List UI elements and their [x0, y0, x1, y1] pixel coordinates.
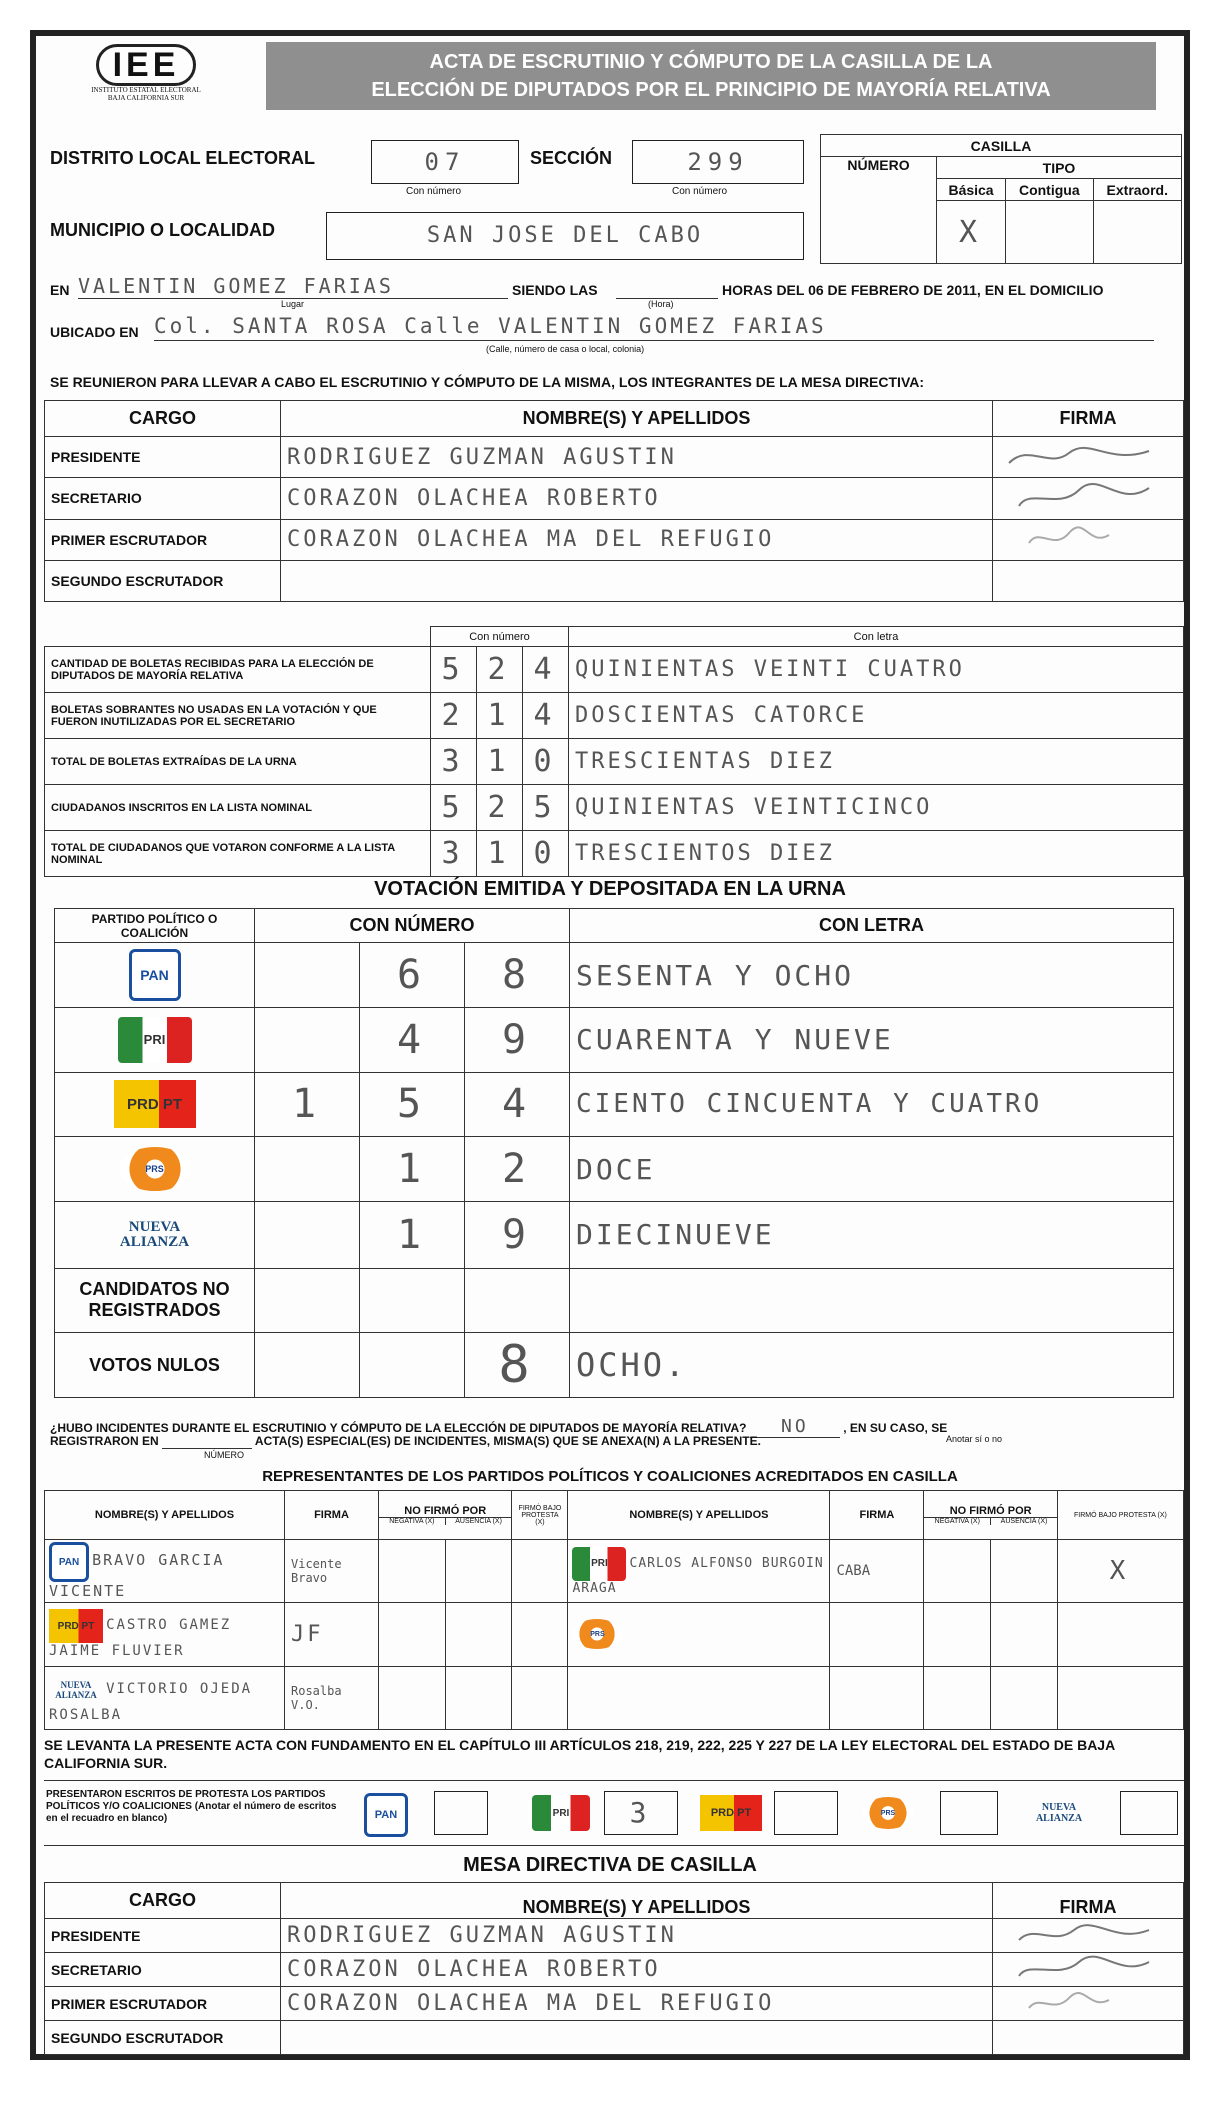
mesa-directiva-table — [44, 400, 1184, 602]
votacion-letra-header: CON LETRA — [570, 909, 1174, 943]
acta-sheet — [30, 30, 1190, 2060]
rep-right-firma-1[interactable]: CABA — [830, 1540, 924, 1603]
prs-bird-logo-icon: PRS — [119, 1147, 191, 1191]
rep-left-nombre-3[interactable]: VICTORIO OJEDA ROSALBA — [49, 1680, 253, 1723]
domicilio-hint: (Calle, número de casa o local, colonia) — [486, 344, 645, 354]
boletas-label-recibidas: CANTIDAD DE BOLETAS RECIBIDAS PARA LA ELECCIÓN DE DIPUTADOS DE MAYORÍA RELATIVA — [45, 647, 431, 693]
rep-left-negativa-2[interactable] — [379, 1603, 446, 1666]
rep-right-firma-header: FIRMA — [830, 1491, 924, 1540]
rep-left-ausencia-1[interactable] — [445, 1540, 512, 1603]
escritos-pri-field[interactable]: 3 — [604, 1791, 678, 1835]
escritos-pan-field[interactable] — [434, 1791, 488, 1835]
escritos-label: PRESENTARON ESCRITOS DE PROTESTA LOS PARTIDOS POLÍTICOS Y/O COALICIONES (Anotar el número de escritos en el recuadro en blanco) — [46, 1789, 337, 1824]
votacion-d1-pri[interactable] — [255, 1008, 360, 1073]
municipio-field[interactable]: SAN JOSE DEL CABO — [326, 212, 804, 260]
casilla-basica-label: Básica — [937, 179, 1006, 201]
votacion-partido-header: PARTIDO POLÍTICO O COALICIÓN — [55, 909, 255, 943]
rep-right-ausencia-label: AUSENCIA (X) — [1000, 1518, 1048, 1525]
casilla-numero-label: NÚMERO — [821, 157, 937, 264]
votacion-d2-prd-pt[interactable]: 5 — [360, 1072, 465, 1137]
ubicado-label: UBICADO EN — [50, 324, 139, 340]
incidentes-line-2 — [50, 1434, 761, 1449]
mesa1-firma-presidente[interactable] — [993, 437, 1184, 478]
rep-right-row-1[interactable] — [568, 1540, 830, 1603]
incidentes-numero-hint: NÚMERO — [204, 1450, 244, 1460]
mesa2-cargo-header: CARGO — [45, 1883, 281, 1919]
mesa2-firma-segundo-escrutador[interactable] — [993, 2021, 1184, 2055]
rep-left-nofirmo-label: NO FIRMÓ POR — [379, 1505, 511, 1518]
casilla-label: CASILLA — [821, 135, 1182, 157]
en-label: EN — [50, 282, 70, 298]
mesa2-nombre-presidente[interactable]: RODRIGUEZ GUZMAN AGUSTIN — [281, 1919, 993, 1953]
rep-left-nofirmo-header — [379, 1491, 512, 1540]
rep-right-firma-3[interactable] — [830, 1666, 924, 1729]
fundamento-text: SE LEVANTA LA PRESENTE ACTA CON FUNDAMENTO EN EL CAPÍTULO III ARTÍCULOS 218, 219, 222, 225 Y 227 DE LA LEY ELECTORAL DEL ESTADO DE BAJA CALIFORNIA SUR. — [44, 1737, 1115, 1771]
iee-logo-sub2: BAJA CALIFORNIA SUR — [107, 94, 185, 102]
votacion-d1-nueva-alianza[interactable] — [255, 1201, 360, 1268]
escritos-nueva-alianza-logo-icon: NUEVA ALIANZA — [1035, 1802, 1083, 1824]
mesa1-firma-header: FIRMA — [993, 401, 1184, 437]
mesa2-nombre-secretario[interactable]: CORAZON OLACHEA ROBERTO — [281, 1953, 993, 1987]
incidentes-answer[interactable]: NO — [750, 1416, 840, 1438]
boletas-d1-inscritos[interactable]: 5 — [431, 785, 477, 831]
boletas-label-sobrantes: BOLETAS SOBRANTES NO USADAS EN LA VOTACIÓN Y QUE FUERON INUTILIZADAS POR EL SECRETARIO — [45, 693, 431, 739]
votacion-letra-prd-pt[interactable]: CIENTO CINCUENTA Y CUATRO — [570, 1072, 1174, 1137]
votacion-letra-pan[interactable]: SESENTA Y OCHO — [570, 943, 1174, 1008]
escritos-prd-pt-logo-icon: PRD PT — [700, 1795, 762, 1831]
votacion-d1-nulos[interactable] — [255, 1333, 360, 1398]
rep-left-firma-header: FIRMA — [285, 1491, 379, 1540]
rep-right-negativa-1[interactable] — [924, 1540, 991, 1603]
rep-right-ausencia-2[interactable] — [991, 1603, 1058, 1666]
votacion-d2-prs[interactable]: 1 — [360, 1137, 465, 1202]
mesa1-firma-primer-escrutador[interactable] — [993, 519, 1184, 560]
mesa2-cargo-segundo-escrutador: SEGUNDO ESCRUTADOR — [45, 2021, 281, 2055]
votacion-logo-pri — [55, 1008, 255, 1073]
lugar-hint: Lugar — [281, 299, 305, 309]
incidentes-actas: ACTA(S) ESPECIAL(ES) DE INCIDENTES, MISMA(S) QUE SE ANEXA(N) A LA PRESENTE. — [254, 1434, 761, 1448]
boletas-d3-recibidas[interactable]: 4 — [523, 647, 569, 693]
rep-left-firma-1[interactable]: Vicente Bravo — [285, 1540, 379, 1603]
escritos-pan-logo-icon: PAN — [364, 1793, 408, 1837]
boletas-d1-votaron[interactable]: 3 — [431, 831, 477, 877]
rep-right-negativa-2[interactable] — [924, 1603, 991, 1666]
nueva-alianza-logo-icon: NUEVA ALIANZA — [55, 1679, 97, 1700]
distrito-hint: Con número — [406, 186, 462, 197]
casilla-contigua-label: Contigua — [1006, 179, 1093, 201]
votacion-logo-nueva-alianza — [55, 1201, 255, 1268]
escritos-prs-logo-icon: PRS — [862, 1797, 914, 1829]
mesa1-nombre-segundo-escrutador[interactable] — [281, 560, 993, 601]
boletas-letra-votaron[interactable]: TRESCIENTOS DIEZ — [569, 831, 1184, 877]
casilla-tipo-label: TIPO — [937, 157, 1182, 179]
boletas-label-extraidas: TOTAL DE BOLETAS EXTRAÍDAS DE LA URNA — [45, 739, 431, 785]
rep-left-negativa-3[interactable] — [379, 1666, 446, 1729]
rep-right-protesta-2[interactable] — [1057, 1603, 1183, 1666]
boletas-d1-recibidas[interactable]: 5 — [431, 647, 477, 693]
boletas-d2-votaron[interactable]: 1 — [477, 831, 523, 877]
boletas-empty-header — [45, 627, 431, 647]
casilla-extraord-label: Extraord. — [1093, 179, 1181, 201]
iee-logo-mark: IEE — [96, 44, 197, 86]
votacion-d3-prd-pt[interactable]: 4 — [465, 1072, 570, 1137]
distrito-label: DISTRITO LOCAL ELECTORAL — [50, 148, 316, 168]
rep-left-nombres-header: NOMBRE(S) Y APELLIDOS — [45, 1491, 285, 1540]
incidentes-question: ¿HUBO INCIDENTES DURANTE EL ESCRUTINIO Y CÓMPUTO DE LA ELECCIÓN DE DIPUTADOS DE MAYORÍA RELATIVA? — [50, 1421, 747, 1435]
rep-right-nombre-1[interactable]: CARLOS ALFONSO BURGOIN ARAGA — [572, 1555, 824, 1596]
mesa1-firma-secretario[interactable] — [993, 478, 1184, 519]
votacion-d2-pri[interactable]: 4 — [360, 1008, 465, 1073]
signature-icon — [999, 480, 1159, 514]
rep-right-protesta-3[interactable] — [1057, 1666, 1183, 1729]
mesa2-nombres-header: NOMBRE(S) Y APELLIDOS — [281, 1883, 993, 1919]
boletas-d3-inscritos[interactable]: 5 — [523, 785, 569, 831]
municipio-label: MUNICIPIO O LOCALIDAD — [50, 220, 275, 240]
seccion-field[interactable]: 299 — [632, 140, 804, 184]
mesa2-title: MESA DIRECTIVA DE CASILLA — [463, 1854, 757, 1876]
iee-logo — [76, 44, 216, 106]
votacion-letra-nulos[interactable]: OCHO. — [570, 1333, 1174, 1398]
incidentes-numero-field[interactable] — [162, 1434, 252, 1449]
escritos-pri-logo-icon: PRI — [532, 1795, 590, 1831]
rep-left-nombre-2[interactable]: CASTRO GAMEZ JAIME FLUVIER — [49, 1617, 232, 1660]
signature-icon — [999, 1988, 1159, 2016]
siendo-las-label: SIENDO LAS — [512, 282, 598, 298]
rep-left-row-3[interactable] — [45, 1666, 285, 1729]
horas-text: HORAS DEL 06 DE FEBRERO DE 2011, EN EL DOMICILIO — [722, 282, 1104, 298]
votacion-d3-nulos[interactable]: 8 — [465, 1333, 570, 1398]
rep-left-nombre-1[interactable]: BRAVO GARCIA VICENTE — [49, 1551, 225, 1601]
casilla-basica-mark[interactable]: X — [937, 201, 1006, 264]
mesa1-cargo-header: CARGO — [45, 401, 281, 437]
escritos-row — [44, 1780, 1184, 1846]
signature-icon — [999, 1920, 1159, 1948]
seccion-label: SECCIÓN — [530, 148, 613, 168]
incidentes-registraron: REGISTRARON EN — [50, 1434, 159, 1448]
mesa1-nombres-header: NOMBRE(S) Y APELLIDOS — [281, 401, 993, 437]
mesa2-cargo-presidente: PRESIDENTE — [45, 1919, 281, 1953]
lugar-field[interactable]: VALENTIN GOMEZ FARIAS — [78, 274, 508, 299]
rep-left-ausencia-label: AUSENCIA (X) — [455, 1518, 502, 1525]
rep-right-ausencia-3[interactable] — [991, 1666, 1058, 1729]
votacion-d3-pan[interactable]: 8 — [465, 943, 570, 1008]
rep-left-firma-2[interactable]: JF — [285, 1603, 379, 1666]
boletas-d1-extraidas[interactable]: 3 — [431, 739, 477, 785]
rep-right-protesta-1[interactable]: X — [1057, 1540, 1183, 1603]
rep-left-negativa-label: NEGATIVA (X) — [379, 1518, 446, 1525]
pan-logo-icon: PAN — [129, 949, 181, 1001]
boletas-letra-inscritos[interactable]: QUINIENTAS VEINTICINCO — [569, 785, 1184, 831]
rep-right-nombres-header: NOMBRE(S) Y APELLIDOS — [568, 1491, 830, 1540]
mesa1-cargo-secretario: SECRETARIO — [45, 478, 281, 519]
boletas-letra-recibidas[interactable]: QUINIENTAS VEINTI CUATRO — [569, 647, 1184, 693]
rep-left-ausencia-2[interactable] — [445, 1603, 512, 1666]
boletas-d2-recibidas[interactable]: 2 — [477, 647, 523, 693]
boletas-numero-header: Con número — [431, 627, 569, 647]
mesa1-cargo-segundo-escrutador: SEGUNDO ESCRUTADOR — [45, 560, 281, 601]
mesa2-firma-secretario[interactable] — [993, 1953, 1184, 1987]
boletas-label-inscritos: CIUDADANOS INSCRITOS EN LA LISTA NOMINAL — [45, 785, 431, 831]
mesa2-firma-primer-escrutador[interactable] — [993, 1987, 1184, 2021]
mesa1-nombre-presidente[interactable]: RODRIGUEZ GUZMAN AGUSTIN — [281, 437, 993, 478]
rep-right-protesta-header: FIRMÓ BAJO PROTESTA (X) — [1057, 1491, 1183, 1540]
signature-icon — [999, 439, 1159, 473]
escritos-prd-pt-field[interactable] — [774, 1791, 838, 1835]
seccion-hint: Con número — [672, 186, 728, 197]
mesa2-firma-presidente[interactable] — [993, 1919, 1184, 1953]
reunieron-text: SE REUNIERON PARA LLEVAR A CABO EL ESCRUTINIO Y CÓMPUTO DE LA MISMA, LOS INTEGRANTES DE LA MESA DIRECTIVA: — [50, 374, 925, 390]
rep-right-row-2[interactable] — [568, 1603, 830, 1666]
casilla-extraord-mark[interactable] — [1093, 201, 1181, 264]
title-line-2: ELECCIÓN DE DIPUTADOS POR EL PRINCIPIO DE MAYORÍA RELATIVA — [371, 79, 1051, 101]
votacion-d3-pri[interactable]: 9 — [465, 1008, 570, 1073]
casilla-contigua-mark[interactable] — [1006, 201, 1093, 264]
incidentes-line-1-end: , EN SU CASO, SE — [843, 1421, 948, 1435]
votacion-letra-prs[interactable]: DOCE — [570, 1137, 1174, 1202]
distrito-field[interactable]: 07 — [371, 140, 519, 184]
votacion-letra-nueva-alianza[interactable]: DIECINUEVE — [570, 1201, 1174, 1268]
prd-pt-logo-icon: PRD PT — [114, 1080, 196, 1128]
mesa2-nombre-primer-escrutador[interactable]: CORAZON OLACHEA MA DEL REFUGIO — [281, 1987, 993, 2021]
mesa2-cargo-secretario: SECRETARIO — [45, 1953, 281, 1987]
votacion-d1-pan[interactable] — [255, 943, 360, 1008]
rep-left-firma-3[interactable]: Rosalba V.O. — [285, 1666, 379, 1729]
boletas-label-votaron: TOTAL DE CIUDADANOS QUE VOTARON CONFORME A LA LISTA NOMINAL — [45, 831, 431, 877]
boletas-d3-extraidas[interactable]: 0 — [523, 739, 569, 785]
rep-left-protesta-2[interactable] — [512, 1603, 568, 1666]
title-line-1: ACTA DE ESCRUTINIO Y CÓMPUTO DE LA CASILLA DE LA — [429, 51, 993, 73]
rep-right-ausencia-1[interactable] — [991, 1540, 1058, 1603]
votacion-d2-no-registrados[interactable] — [360, 1268, 465, 1333]
iee-logo-sub1: INSTITUTO ESTATAL ELECTORAL — [91, 86, 201, 94]
votacion-d2-pan[interactable]: 6 — [360, 943, 465, 1008]
rep-right-negativa-3[interactable] — [924, 1666, 991, 1729]
votacion-d1-prs[interactable] — [255, 1137, 360, 1202]
mesa1-nombre-secretario[interactable]: CORAZON OLACHEA ROBERTO — [281, 478, 993, 519]
rep-left-row-1[interactable] — [45, 1540, 285, 1603]
mesa2-firma-header: FIRMA — [993, 1883, 1184, 1919]
rep-left-protesta-1[interactable] — [512, 1540, 568, 1603]
prd-pt-logo-icon: PRD PT — [49, 1609, 103, 1643]
votacion-table — [54, 908, 1174, 1398]
rep-left-protesta-3[interactable] — [512, 1666, 568, 1729]
hora-hint: (Hora) — [648, 299, 674, 309]
incidentes-answer-hint: Anotar sí o no — [946, 1434, 1003, 1444]
mesa-directiva-casilla-table — [44, 1882, 1184, 2055]
boletas-table — [44, 626, 1184, 877]
boletas-d2-sobrantes[interactable]: 1 — [477, 693, 523, 739]
domicilio-field[interactable]: Col. SANTA ROSA Calle VALENTIN GOMEZ FARIAS — [154, 312, 1154, 341]
rep-right-negativa-label: NEGATIVA (X) — [924, 1518, 991, 1525]
pri-logo-icon: PRI — [118, 1017, 192, 1063]
nueva-alianza-logo-icon: NUEVA ALIANZA — [119, 1218, 190, 1250]
casilla-table — [820, 134, 1182, 264]
votacion-d3-nueva-alianza[interactable]: 9 — [465, 1201, 570, 1268]
signature-icon — [999, 521, 1159, 555]
votacion-letra-pri[interactable]: CUARENTA Y NUEVE — [570, 1008, 1174, 1073]
rep-right-row-3[interactable] — [568, 1666, 830, 1729]
votacion-d3-no-registrados[interactable] — [465, 1268, 570, 1333]
title-banner — [266, 42, 1156, 110]
votacion-logo-pan — [55, 943, 255, 1008]
boletas-d3-votaron[interactable]: 0 — [523, 831, 569, 877]
signature-icon — [999, 1954, 1159, 1982]
rep-left-protesta-header: FIRMÓ BAJO PROTESTA (X) — [512, 1491, 568, 1540]
rep-left-negativa-1[interactable] — [379, 1540, 446, 1603]
boletas-letra-sobrantes[interactable]: DOSCIENTAS CATORCE — [569, 693, 1184, 739]
boletas-d2-extraidas[interactable]: 1 — [477, 739, 523, 785]
rep-right-firma-2[interactable] — [830, 1603, 924, 1666]
boletas-d1-sobrantes[interactable]: 2 — [431, 693, 477, 739]
escritos-prs-field[interactable] — [940, 1791, 998, 1835]
boletas-letra-extraidas[interactable]: TRESCIENTAS DIEZ — [569, 739, 1184, 785]
rep-left-ausencia-3[interactable] — [445, 1666, 512, 1729]
pri-logo-icon: PRI — [572, 1547, 626, 1581]
pan-logo-icon: PAN — [49, 1542, 89, 1582]
mesa1-cargo-primer-escrutador: PRIMER ESCRUTADOR — [45, 519, 281, 560]
votacion-d2-nulos[interactable] — [360, 1333, 465, 1398]
votacion-d3-prs[interactable]: 2 — [465, 1137, 570, 1202]
mesa2-nombre-segundo-escrutador[interactable] — [281, 2021, 993, 2055]
mesa1-cargo-presidente: PRESIDENTE — [45, 437, 281, 478]
boletas-d3-sobrantes[interactable]: 4 — [523, 693, 569, 739]
votacion-d1-prd-pt[interactable]: 1 — [255, 1072, 360, 1137]
escritos-nueva-alianza-field[interactable] — [1120, 1791, 1178, 1835]
votacion-logo-prd-pt — [55, 1072, 255, 1137]
rep-left-row-2[interactable] — [45, 1603, 285, 1666]
rep-right-nofirmo-label: NO FIRMÓ POR — [924, 1505, 1056, 1518]
representantes-table — [44, 1490, 1184, 1730]
votacion-d2-nueva-alianza[interactable]: 1 — [360, 1201, 465, 1268]
rep-right-nofirmo-header — [924, 1491, 1057, 1540]
votacion-logo-prs — [55, 1137, 255, 1202]
votacion-title: VOTACIÓN EMITIDA Y DEPOSITADA EN LA URNA — [374, 878, 846, 900]
mesa1-firma-segundo-escrutador[interactable] — [993, 560, 1184, 601]
boletas-letra-header: Con letra — [569, 627, 1184, 647]
mesa1-nombre-primer-escrutador[interactable]: CORAZON OLACHEA MA DEL REFUGIO — [281, 519, 993, 560]
mesa2-cargo-primer-escrutador: PRIMER ESCRUTADOR — [45, 1987, 281, 2021]
votacion-d1-no-registrados[interactable] — [255, 1268, 360, 1333]
votacion-numero-header: CON NÚMERO — [255, 909, 570, 943]
votacion-label-nulos: VOTOS NULOS — [55, 1333, 255, 1398]
representantes-title: REPRESENTANTES DE LOS PARTIDOS POLÍTICOS Y COALICIONES ACREDITADOS EN CASILLA — [262, 1468, 958, 1485]
prs-bird-logo-icon: PRS — [572, 1619, 622, 1649]
votacion-letra-no-registrados[interactable] — [570, 1268, 1174, 1333]
boletas-d2-inscritos[interactable]: 2 — [477, 785, 523, 831]
votacion-label-no-registrados: CANDIDATOS NO REGISTRADOS — [55, 1268, 255, 1333]
